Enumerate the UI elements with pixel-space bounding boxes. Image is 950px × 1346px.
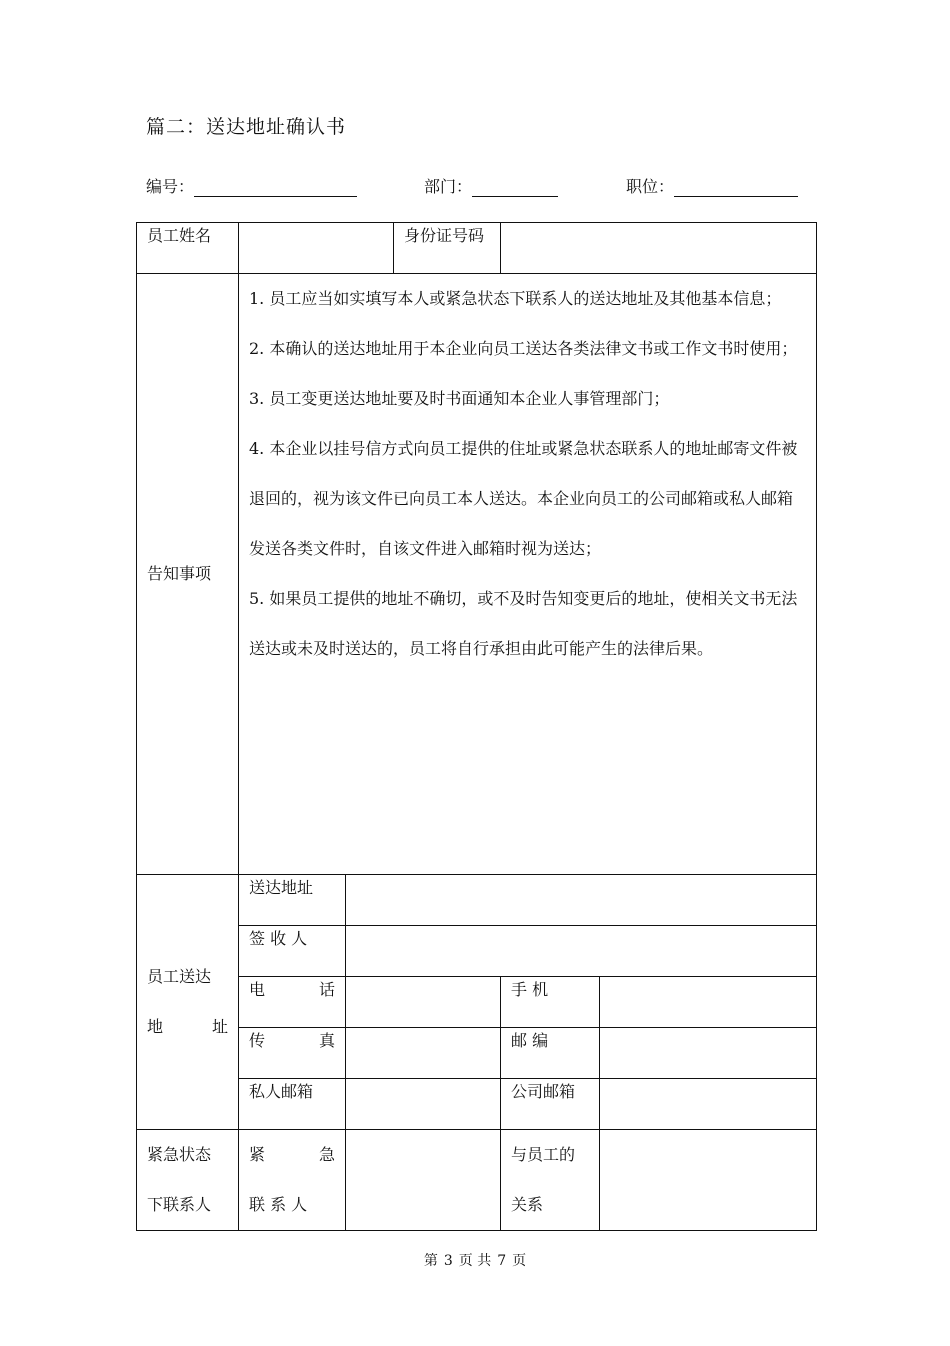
position-input-line[interactable] — [674, 178, 798, 197]
employee-name-label: 员工姓名 — [137, 223, 239, 274]
department-field[interactable] — [424, 174, 558, 197]
company-email-label: 公司邮箱 — [501, 1079, 600, 1130]
address-section-label-line-1: 员工送达 — [147, 967, 212, 986]
number-input-line[interactable] — [194, 178, 357, 197]
fax-cell[interactable] — [346, 1028, 501, 1079]
table-row — [137, 977, 817, 1028]
table-row — [137, 875, 817, 926]
page-footer: 第 3 页 共 7 页 — [423, 1253, 527, 1269]
number-field[interactable] — [146, 174, 357, 197]
emergency-label-line-1: 紧急状态 — [147, 1145, 212, 1164]
emergency-section-label — [137, 1130, 239, 1231]
department-input-line[interactable] — [472, 178, 558, 197]
table-row — [137, 1130, 817, 1231]
address-section-label — [137, 875, 239, 1130]
number-label: 编号： — [146, 177, 195, 196]
table-row — [137, 1079, 817, 1130]
total-page-number: 7 — [497, 1253, 507, 1269]
delivery-address-cell[interactable] — [346, 875, 817, 926]
emergency-contact-cell[interactable] — [346, 1130, 501, 1231]
position-label: 职位： — [626, 177, 675, 196]
page-title: 篇二：送达地址确认书 — [146, 116, 347, 138]
department-label: 部门： — [424, 177, 473, 196]
notice-item-3: 3. 员工变更送达地址要及时书面通知本企业人事管理部门； — [249, 389, 670, 408]
postcode-label: 邮 编 — [501, 1028, 600, 1079]
private-email-cell[interactable] — [346, 1079, 501, 1130]
phone-label: 电 话 — [239, 977, 346, 1028]
notice-item-4: 4. 本企业以挂号信方式向员工提供的住址或紧急状态联系人的地址邮寄文件被退回的，视为该文件已向员工本人送达。本企业向员工的公司邮箱或私人邮箱发送各类文件时，自该文件进入邮箱时视为送达； — [249, 439, 798, 558]
company-email-cell[interactable] — [600, 1079, 817, 1130]
table-row — [137, 223, 817, 274]
notice-item-1: 1. 员工应当如实填写本人或紧急状态下联系人的送达地址及其他基本信息； — [249, 289, 782, 308]
relation-label: 与员工的 关系 — [501, 1130, 600, 1231]
delivery-address-label: 送达地址 — [239, 875, 346, 926]
notice-label: 告知事项 — [137, 274, 239, 875]
postcode-cell[interactable] — [600, 1028, 817, 1079]
address-section-label-line-2: 地 址 — [147, 1017, 228, 1036]
recipient-label: 签 收 人 — [239, 926, 346, 977]
mobile-label: 手 机 — [501, 977, 600, 1028]
confirmation-form-table — [136, 222, 817, 1231]
table-row — [137, 274, 817, 875]
id-number-cell[interactable] — [501, 223, 817, 274]
fax-label: 传 真 — [239, 1028, 346, 1079]
mobile-cell[interactable] — [600, 977, 817, 1028]
id-number-label: 身份证号码 — [394, 223, 501, 274]
position-field[interactable] — [626, 174, 798, 197]
table-row — [137, 1028, 817, 1079]
employee-name-cell[interactable] — [239, 223, 394, 274]
recipient-cell[interactable] — [346, 926, 817, 977]
relation-cell[interactable] — [600, 1130, 817, 1231]
emergency-contact-label: 紧 急 联 系 人 — [239, 1130, 346, 1231]
private-email-label: 私人邮箱 — [239, 1079, 346, 1130]
current-page-number: 3 — [443, 1253, 453, 1269]
notice-content — [239, 274, 817, 875]
phone-cell[interactable] — [346, 977, 501, 1028]
notice-item-2: 2. 本确认的送达地址用于本企业向员工送达各类法律文书或工作文书时使用； — [249, 339, 798, 358]
table-row — [137, 926, 817, 977]
notice-item-5: 5. 如果员工提供的地址不确切，或不及时告知变更后的地址，使相关文书无法送达或未及时送达的，员工将自行承担由此可能产生的法律后果。 — [249, 589, 798, 658]
emergency-label-line-2: 下联系人 — [147, 1195, 212, 1214]
